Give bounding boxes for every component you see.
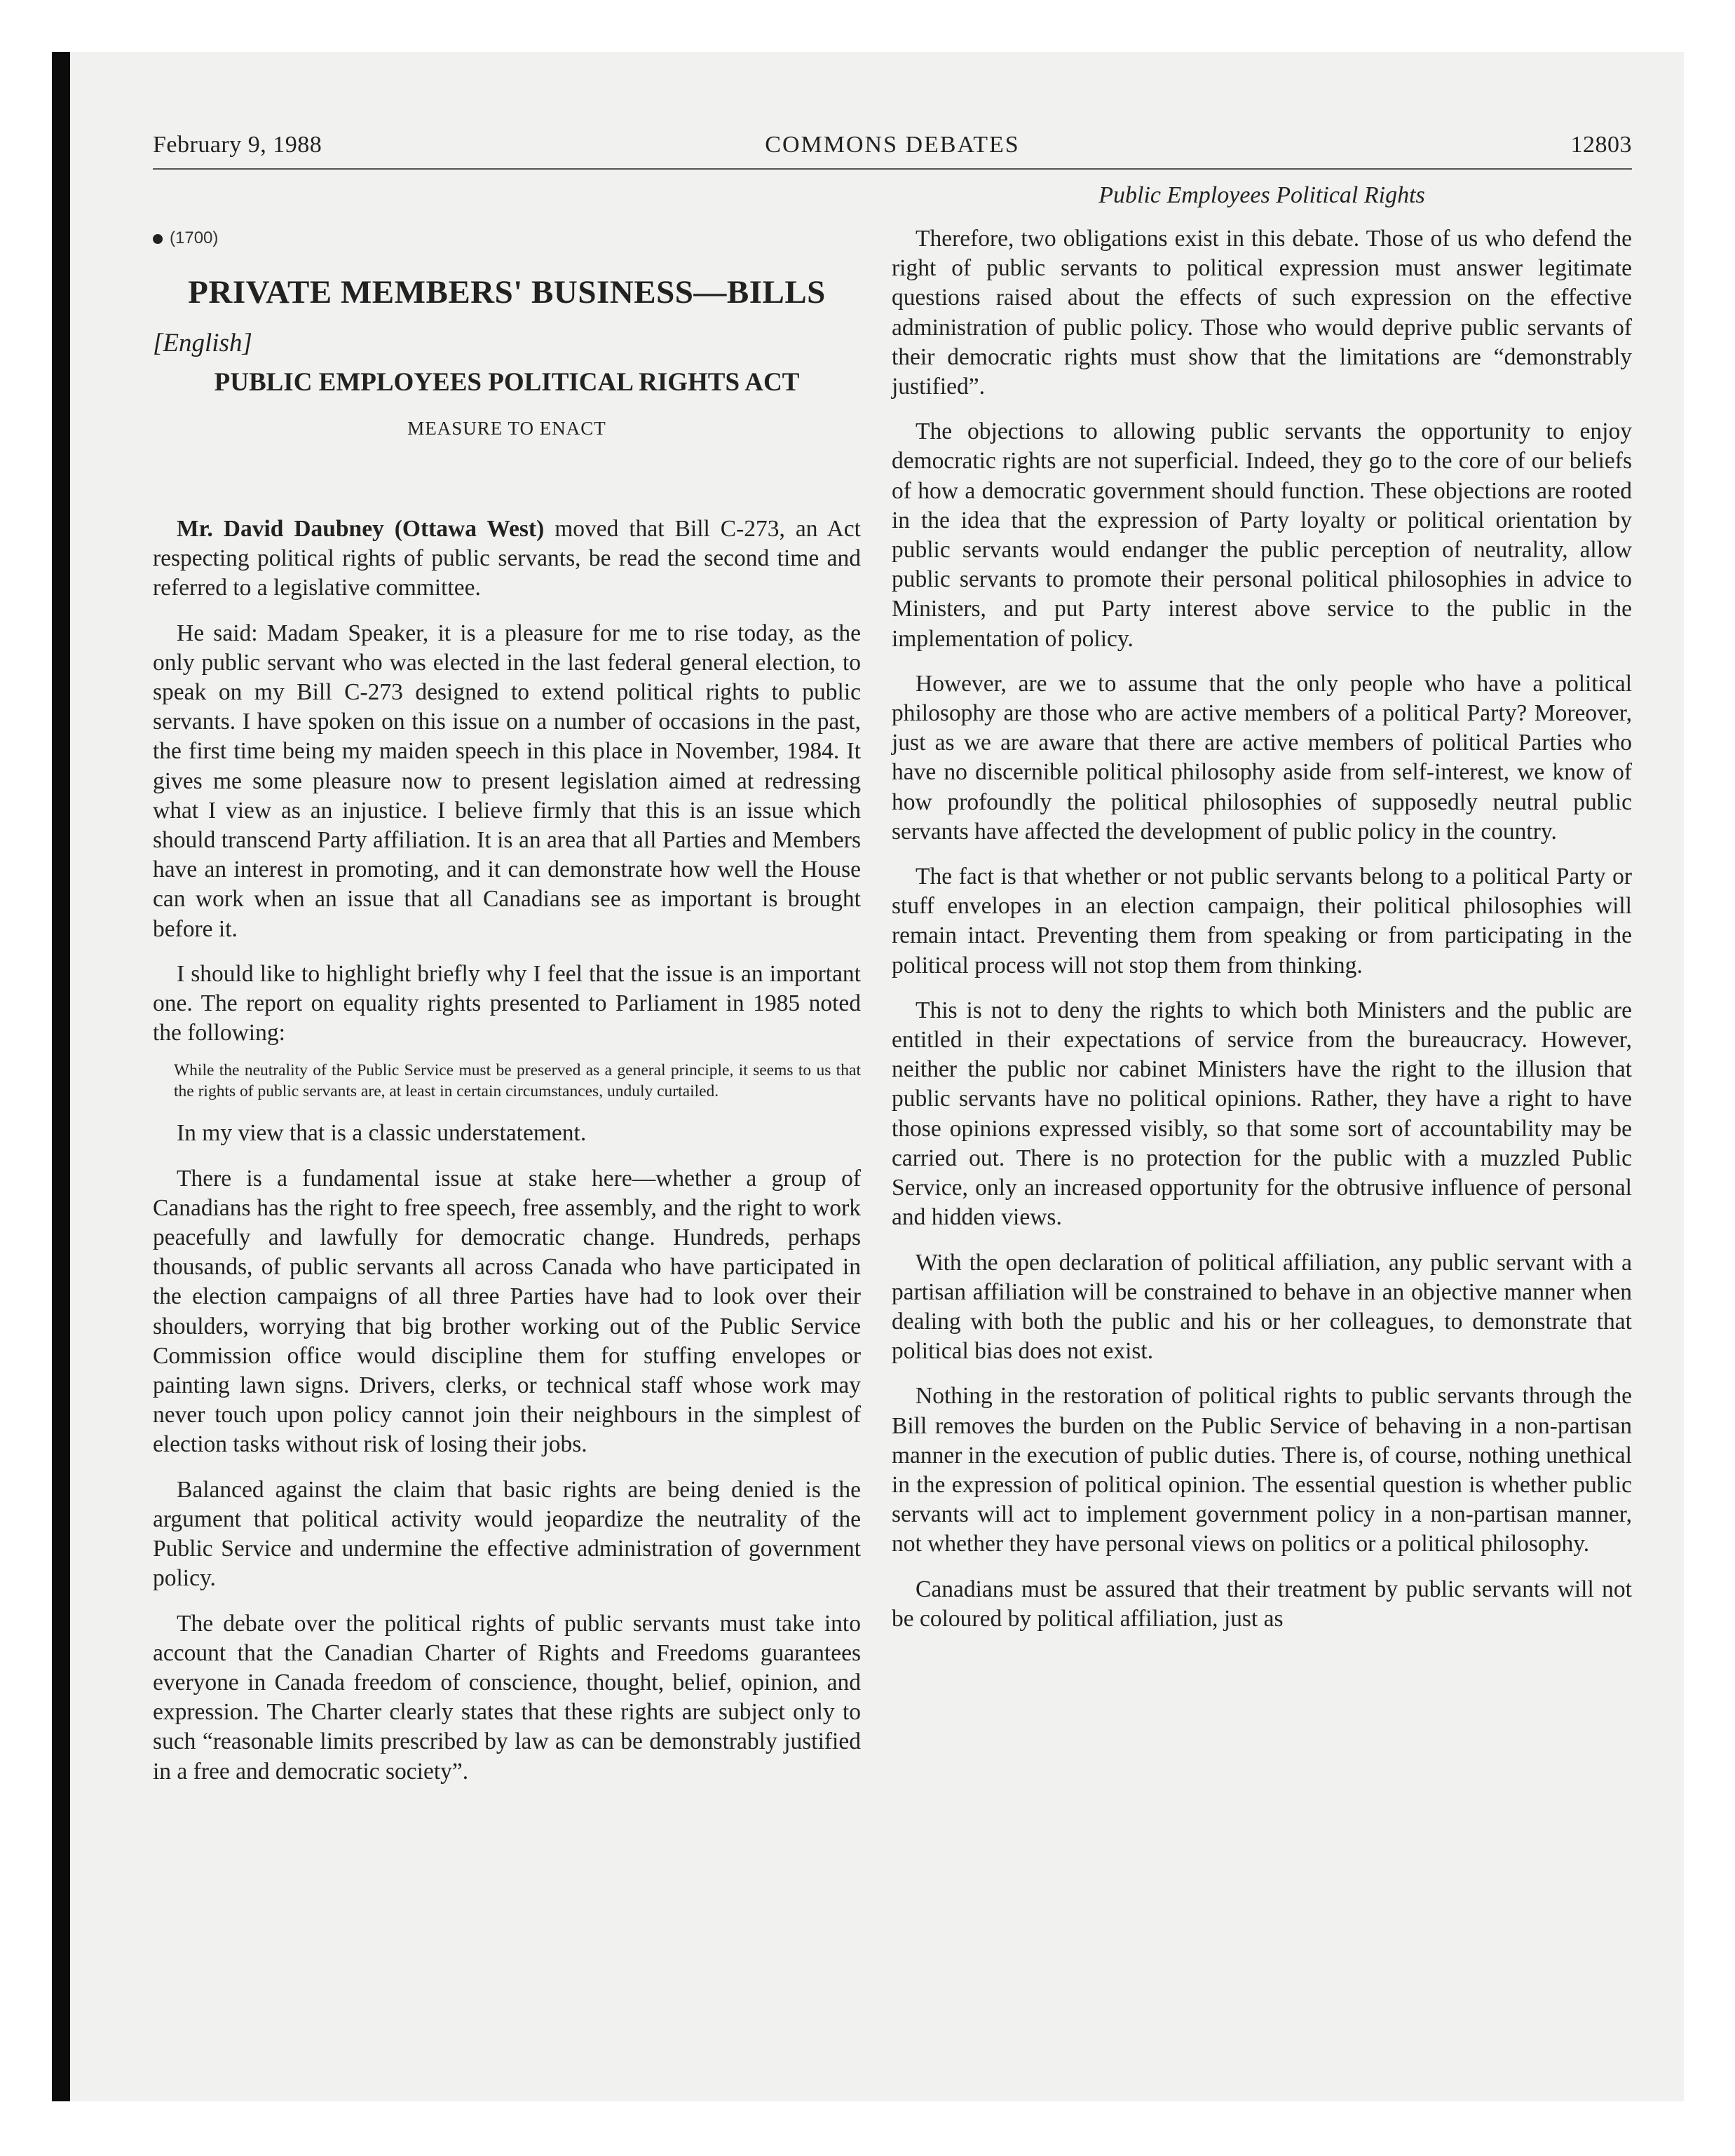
right-paragraph-5: This is not to deny the rights to which both Ministers and the public are entitled in their expectations of service from the bureaucracy. However, neither the public nor cabinet Ministers have the right to the illusion that public servants have no political opinions. Rather, they have a right to have those opinions expressed visibly, so that some sort of accountability may be carried out. There is no protection for the public with a muzzled Public Service, only an increased opportunity for the obtrusive influence of personal and hidden views. [892, 997, 1632, 1231]
right-paragraph-8: Canadians must be assured that their treatment by public servants will not be coloured by political affiliation, just as [892, 1576, 1632, 1632]
header-publication: COMMONS DEBATES [765, 132, 1020, 158]
left-column [153, 514, 861, 1802]
speaker-name: Mr. David Daubney (Ottawa West) [177, 516, 545, 542]
column-title: Public Employees Political Rights [1098, 182, 1425, 208]
running-head [153, 132, 1632, 165]
left-paragraph-3: In my view that is a classic understatement. [177, 1120, 587, 1147]
left-paragraph-5: Balanced against the claim that basic rights are being denied is the argument that political activity would jeopardize the neutrality of the Public Service and undermine the effective administration of government policy. [153, 1476, 861, 1592]
measure-label: MEASURE TO ENACT [407, 418, 606, 439]
right-paragraph-1: Therefore, two obligations exist in this debate. Those of us who defend the right of public servants to political expression must answer legitimate questions raised about the effects of such expression on the effective administration of public policy. Those who would deprive public servants of their democratic rights must show that the limitations are “demonstrably justified”. [892, 226, 1632, 400]
right-paragraph-2: The objections to allowing public servants the opportunity to enjoy democratic rights are not superficial. Indeed, they go to the core of our beliefs of how a democratic government should function. These objections are rooted in the idea that the expression of Party loyalty or political orientation by public servants would endanger the public perception of neutrality, allow public servants to promote their personal political philosophies in advice to Ministers, and put Party interest above service to the public in the implementation of policy. [892, 418, 1632, 652]
left-paragraph-2: I should like to highlight briefly why I feel that the issue is an important one. The report on equality rights presented to Parliament in 1985 noted the following: [153, 960, 861, 1046]
bill-title: PUBLIC EMPLOYEES POLITICAL RIGHTS ACT [214, 368, 800, 397]
page-content [52, 52, 1684, 2101]
block-quote: While the neutrality of the Public Service must be preserved as a general principle, it seems to us that the rights of public servants are, at least in certain circumstances, unduly curtailed. [174, 1061, 861, 1100]
header-rule [153, 168, 1632, 170]
left-paragraph-1: He said: Madam Speaker, it is a pleasure for me to rise today, as the only public servant who was elected in the last federal general election, to speak on my Bill C-273 designed to extend political rights to public servants. I have spoken on this issue on a number of occasions in the past, the first time being my maiden speech in this place in November, 1984. It gives me some pleasure now to present legislation aimed at redressing what I view as an injustice. I believe firmly that this is an issue which should transcend Party affiliation. It is an area that all Parties and Members have an interest in promoting, and it can demonstrate how well the House can work when an issue that all Canadians see as important is brought before it. [153, 620, 861, 942]
section-heading: PRIVATE MEMBERS' BUSINESS—BILLS [188, 274, 826, 311]
bullet-icon [153, 234, 163, 244]
page [52, 52, 1684, 2101]
right-paragraph-7: Nothing in the restoration of political rights to public servants through the Bill removes the burden on the Public Service of behaving in a non-partisan manner in the execution of public duties. There is, of course, nothing unethical in the expression of political opinion. The essential question is whether public servants will act to implement government policy in a non-partisan manner, not whether they have personal views on politics or a political philosophy. [892, 1383, 1632, 1557]
header-page-number: 12803 [1570, 132, 1632, 158]
right-paragraph-3: However, are we to assume that the only people who have a political philosophy are those who are active members of a political Party? Moreover, just as we are aware that there are active members of political Parties who have no discernible political philosophy aside from self-interest, we know of how profoundly the political philosophies of supposedly neutral public servants have affected the development of public policy in the country. [892, 670, 1632, 845]
left-paragraph-4: There is a fundamental issue at stake here—whether a group of Canadians has the right to free speech, free assembly, and the right to work peacefully and lawfully for democratic change. Hundreds, perhaps thousands, of public servants all across Canada who have participated in the election campaigns of all three Parties have had to look over their shoulders, worrying that big brother working out of the Public Service Commission office would discipline them for stuffing envelopes or painting lawn signs. Drivers, clerks, or technical staff whose work may never touch upon policy cannot join their neighbours in the simplest of election tasks without risk of losing their jobs. [153, 1165, 861, 1458]
motion-text: moved that Bill C-273, an Act respecting political rights of public servants, be read the second time and referred to a legislative committee. [153, 516, 861, 601]
left-paragraph-6: The debate over the political rights of public servants must take into account that the Canadian Charter of Rights and Freedoms guarantees everyone in Canada freedom of conscience, thought, belief, opinion, and expression. The Charter clearly states that these rights are subject only to such “reasonable limits prescribed by law as can be demonstrably justified in a free and democratic society”. [153, 1610, 861, 1785]
time-marker [153, 228, 218, 248]
right-column [892, 224, 1632, 1649]
header-date: February 9, 1988 [153, 132, 322, 158]
right-paragraph-6: With the open declaration of political affiliation, any public servant with a partisan affiliation will be constrained to behave in an objective manner when dealing with both the public and his or her colleagues, to demonstrate that political bias does not exist. [892, 1249, 1632, 1365]
language-tag: [English] [153, 329, 252, 357]
time-marker-text: (1700) [170, 228, 219, 247]
right-paragraph-4: The fact is that whether or not public servants belong to a political Party or stuff envelopes in an election campaign, their political philosophies will remain intact. Preventing them from speaking or from participating in the political process will not stop them from thinking. [892, 864, 1632, 978]
motion-paragraph [153, 514, 861, 603]
